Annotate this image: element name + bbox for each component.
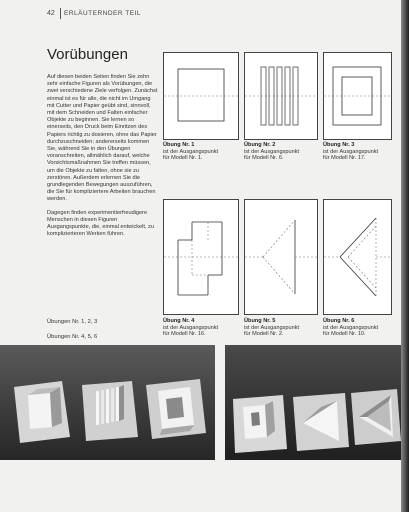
exercise-6-diagram [323, 199, 392, 315]
exercise-3-line-1: ist der Ausgangspunkt [323, 148, 379, 155]
exercise-6-number: Übung Nr. 6 [323, 318, 355, 324]
exercise-4-number: Übung Nr. 4 [163, 318, 195, 324]
exercise-6-caption [323, 318, 401, 338]
exercise-6-line-2: für Modell Nr. 10. [323, 331, 366, 338]
section-title: ERLÄUTERNDER TEIL [64, 10, 142, 17]
exercise-3-number: Übung Nr. 3 [323, 142, 355, 148]
exercise-4-line-2: für Modell Nr. 16. [163, 331, 206, 338]
page-title: Vorübungen [47, 46, 128, 63]
exercise-5-line-1: ist der Ausgangspunkt [244, 324, 300, 331]
exercise-3-diagram [323, 52, 392, 140]
exercise-1-caption [163, 142, 243, 162]
exercise-3-caption [323, 142, 401, 162]
intro-paragraph-1: Auf diesen beiden Seiten finden Sie zehn sehr einfache Figuren als Vorübungen, die zwei verschiedene Ziele verfolgen. Zunächst einmal ist es für alle, die nicht im Umgang mit Cutter und Papier geübt sind, sinnvoll, mit dem Schneiden und Falten einfacher Objekte zu beginnen. Sie lernen so einerseits, den Druck beim Einritzen des Papiers richtig zu dosieren, ohne das Papier durchzuschneiden; andererseits kommen Sie, während Sie in den Übungen voranschreiten, allmählich darauf, welche Vorsichtsmaßnahmen Sie treffen müssen, um die Objekte zu falten, ohne sie zu zerstören. Außerdem erlernen Sie die grundlegenden Bewegungen auszuführen, die Sie für kompliziertere Arbeiten brauchen werden. [47, 74, 158, 203]
photo-exercises-1-2-3 [0, 345, 215, 460]
header-divider [60, 8, 61, 19]
exercise-2-number: Übung Nr. 2 [244, 142, 276, 148]
exercise-4-caption [163, 318, 243, 338]
exercise-6-line-1: ist der Ausgangspunkt [323, 324, 379, 331]
exercise-2-line-2: für Modell Nr. 6. [244, 155, 284, 162]
photo-exercises-4-5-6 [225, 345, 401, 460]
intro-text [47, 74, 159, 244]
exercise-4-diagram [163, 199, 239, 315]
exercise-1-diagram [163, 52, 239, 140]
intro-paragraph-2: Dagegen finden experimentierfreudigere Menschen in diesen Figuren Ausgangspunkte, die, einmal entwickelt, zu komplizierteren Werken führen. [47, 209, 154, 238]
model-photographs [0, 345, 401, 460]
exercise-2-line-1: ist der Ausgangspunkt [244, 148, 300, 155]
page-bottom-margin [0, 460, 401, 512]
exercise-4-line-1: ist der Ausgangspunkt [163, 324, 219, 331]
exercise-2-caption [244, 142, 324, 162]
exercise-1-number: Übung Nr. 1 [163, 142, 195, 148]
exercise-5-line-2: für Modell Nr. 2. [244, 331, 284, 338]
photo-legend-row-1: Übungen Nr. 1, 2, 3 [47, 319, 98, 325]
exercise-3-line-2: für Modell Nr. 17. [323, 155, 366, 162]
exercise-5-number: Übung Nr. 5 [244, 318, 276, 324]
exercise-1-line-1: ist der Ausgangspunkt [163, 148, 219, 155]
book-gutter-shadow [401, 0, 409, 512]
exercise-5-caption [244, 318, 324, 338]
photo-legend-row-2: Übungen Nr. 4, 5, 6 [47, 334, 98, 340]
exercise-5-diagram [244, 199, 318, 315]
page-number: 42 [47, 10, 55, 17]
exercise-1-line-2: für Modell Nr. 1. [163, 155, 203, 162]
exercise-2-diagram [244, 52, 318, 140]
